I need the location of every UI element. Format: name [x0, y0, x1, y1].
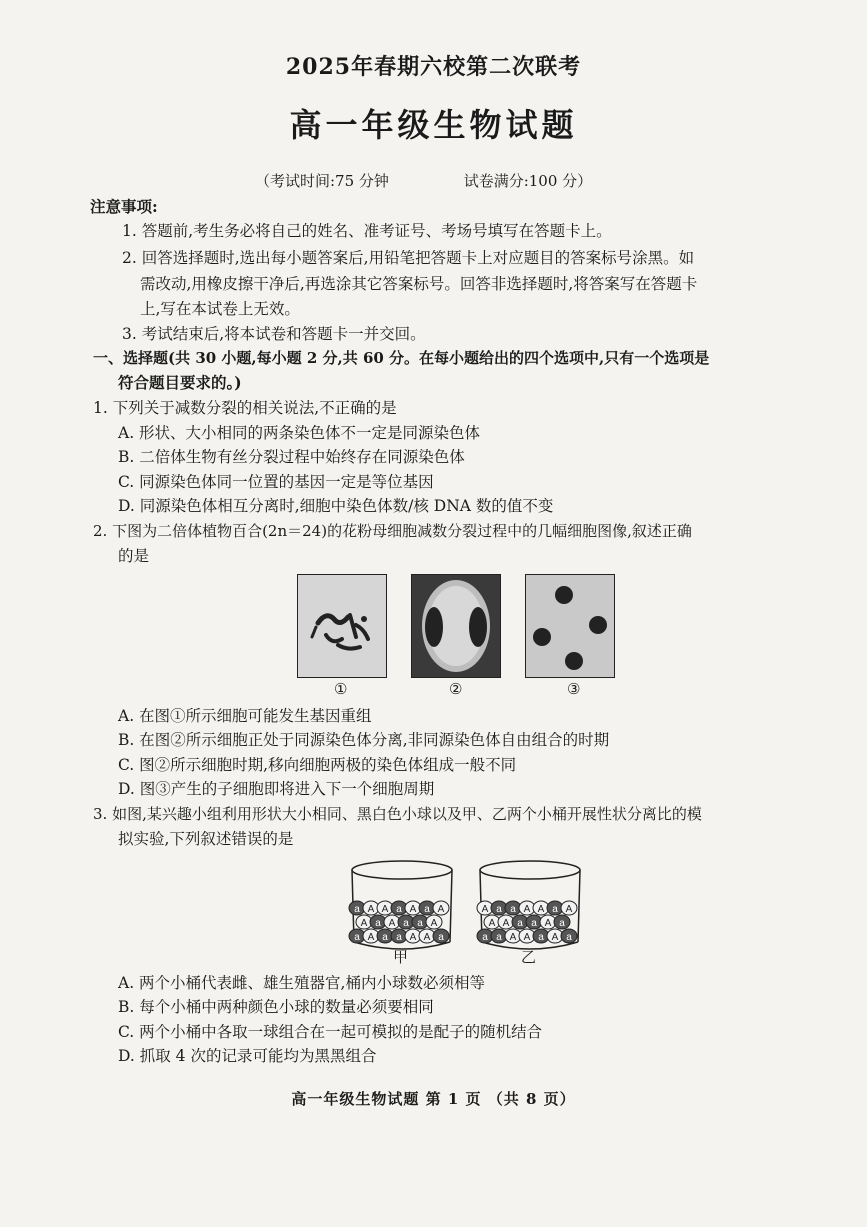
ball-letter: a	[482, 932, 488, 943]
question-2-option-d: D. 图③产生的子细胞即将进入下一个细胞周期	[118, 780, 435, 798]
page-title: 高一年级生物试题	[289, 106, 578, 144]
figure-label-1: ①	[334, 680, 348, 698]
ball-letter: a	[424, 904, 430, 915]
question-1-option-b: B. 二倍体生物有丝分裂过程中始终存在同源染色体	[118, 448, 465, 466]
ball-letter: A	[388, 918, 396, 929]
ball-letter: a	[559, 918, 565, 929]
notice-item-2: 2. 回答选择题时,选出每小题答案后,用铅笔把答题卡上对应题目的答案标号涂黑。如	[122, 249, 695, 267]
notice-item-2-cont: 需改动,用橡皮擦干净后,再选涂其它答案标号。回答非选择题时,将答案写在答题卡	[140, 275, 698, 293]
question-1-option-c: C. 同源染色体同一位置的基因一定是等位基因	[118, 473, 434, 491]
micrograph-3	[525, 574, 615, 678]
exam-meta	[255, 170, 592, 191]
notice-item-1: 1. 答题前,考生务必将自己的姓名、准考证号、考场号填写在答题卡上。	[122, 222, 612, 240]
exam-time: （考试时间:75 分钟	[255, 172, 389, 190]
ball-letter: a	[517, 918, 523, 929]
question-3-option-b: B. 每个小桶中两种颜色小球的数量必须要相同	[118, 998, 434, 1016]
ball-letter: A	[551, 932, 559, 943]
bucket-yi	[477, 861, 580, 949]
four-nuclei-image	[526, 575, 614, 677]
question-3-stem-cont: 拟实验,下列叙述错误的是	[118, 830, 294, 848]
bucket-label-jia: 甲	[393, 948, 409, 966]
ball-letter: a	[417, 918, 423, 929]
ball-letter: A	[367, 904, 375, 915]
exam-series-heading: 2025年春期六校第二次联考	[285, 54, 582, 80]
notice-item-2-cont2: 上,写在本试卷上无效。	[140, 300, 300, 318]
dividing-cell-image	[412, 575, 500, 677]
ball-letter: A	[381, 904, 389, 915]
ball-letter: a	[396, 932, 402, 943]
question-1-option-d: D. 同源染色体相互分离时,细胞中染色体数/核 DNA 数的值不变	[118, 497, 554, 515]
section-heading: 一、选择题(共 30 小题,每小题 2 分,共 60 分。在每小题给出的四个选项中,只有一个选项是	[93, 349, 710, 367]
ball-letter: a	[382, 932, 388, 943]
chromosome-pairs-image	[298, 575, 386, 677]
bucket-jia	[349, 861, 452, 949]
ball-letter: A	[423, 932, 431, 943]
ball-letter: A	[430, 918, 438, 929]
ball-letter: a	[510, 904, 516, 915]
question-2-option-c: C. 图②所示细胞时期,移向细胞两极的染色体组成一般不同	[118, 756, 517, 774]
ball-letter: A	[523, 932, 531, 943]
ball-letter: A	[488, 918, 496, 929]
bucket-diagram	[345, 858, 595, 958]
question-3-option-a: A. 两个小桶代表雌、雄生殖器官,桶内小球数必须相等	[118, 974, 485, 992]
notice-label: 注意事项:	[90, 197, 158, 216]
ball-letter: A	[481, 904, 489, 915]
ball-letter: A	[502, 918, 510, 929]
question-1-stem: 1. 下列关于减数分裂的相关说法,不正确的是	[93, 399, 397, 417]
ball-letter: A	[509, 932, 517, 943]
ball-letter: a	[531, 918, 537, 929]
figure-label-2: ②	[449, 680, 463, 698]
ball-letter: A	[437, 904, 445, 915]
ball-letter: a	[552, 904, 558, 915]
figure-label-3: ③	[567, 680, 581, 698]
ball-letter: A	[409, 904, 417, 915]
question-3-option-c: C. 两个小桶中各取一球组合在一起可模拟的是配子的随机结合	[118, 1023, 543, 1041]
ball-letter: A	[537, 904, 545, 915]
ball-letter: A	[544, 918, 552, 929]
ball-letter: a	[538, 932, 544, 943]
micrograph-1	[297, 574, 387, 678]
bucket-label-yi: 乙	[521, 948, 537, 966]
exam-score: 试卷满分:100 分）	[463, 172, 593, 190]
ball-letter: A	[565, 904, 573, 915]
ball-letter: a	[396, 904, 402, 915]
question-2-stem-cont: 的是	[118, 547, 150, 565]
ball-letter: a	[354, 932, 360, 943]
ball-letter: A	[360, 918, 368, 929]
section-heading-cont: 符合题目要求的。)	[118, 373, 242, 392]
question-2-option-a: A. 在图①所示细胞可能发生基因重组	[118, 707, 372, 725]
ball-letter: A	[367, 932, 375, 943]
ball-letter: a	[566, 932, 572, 943]
micrograph-2	[411, 574, 501, 678]
question-1-option-a: A. 形状、大小相同的两条染色体不一定是同源染色体	[118, 424, 481, 442]
ball-letter: a	[403, 918, 409, 929]
question-2-stem: 2. 下图为二倍体植物百合(2n＝24)的花粉母细胞减数分裂过程中的几幅细胞图像,叙述正确	[93, 522, 692, 540]
ball-letter: a	[438, 932, 444, 943]
notice-item-3: 3. 考试结束后,将本试卷和答题卡一并交回。	[122, 325, 426, 343]
ball-letter: a	[354, 904, 360, 915]
ball-letter: A	[409, 932, 417, 943]
page-footer: 高一年级生物试题 第 1 页 （共 8 页）	[291, 1090, 576, 1108]
ball-letter: a	[375, 918, 381, 929]
question-3-stem: 3. 如图,某兴趣小组利用形状大小相同、黑白色小球以及甲、乙两个小桶开展性状分离比的模	[93, 805, 702, 823]
question-3-option-d: D. 抓取 4 次的记录可能均为黑黑组合	[118, 1047, 377, 1065]
ball-letter: A	[523, 904, 531, 915]
ball-letter: a	[496, 932, 502, 943]
ball-letter: a	[496, 904, 502, 915]
question-2-option-b: B. 在图②所示细胞正处于同源染色体分离,非同源染色体自由组合的时期	[118, 731, 610, 749]
